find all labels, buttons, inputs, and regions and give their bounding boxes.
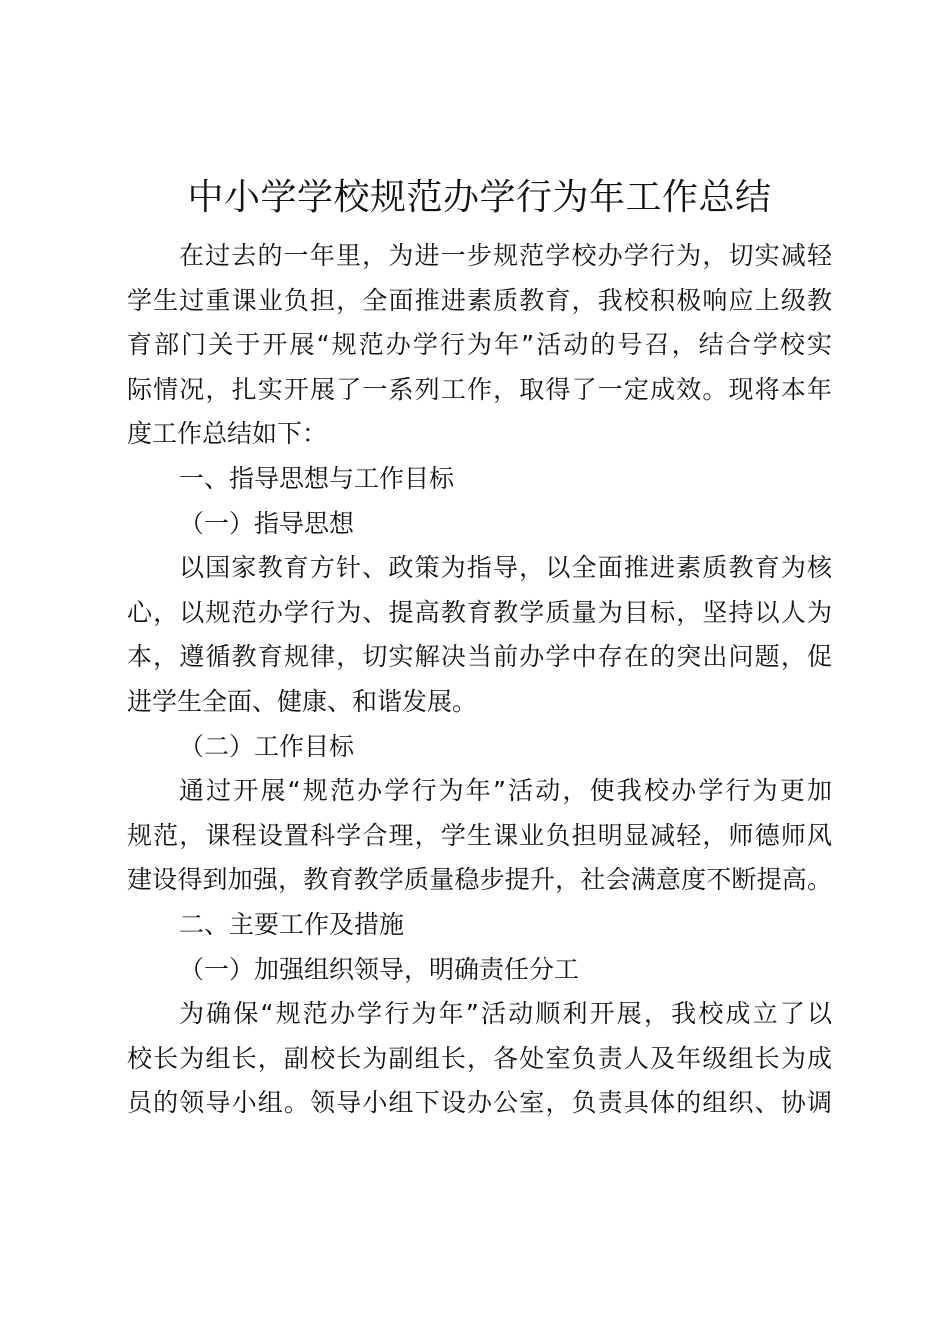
leadership-paragraph-line: 为确保“规范办学行为年”活动顺利开展，我校成立了以 <box>179 999 832 1029</box>
subsection-heading-leadership: （一）加强组织领导，明确责任分工 <box>179 954 580 984</box>
document-title: 中小学学校规范办学行为年工作总结 <box>187 177 772 218</box>
section-heading-1: 一、指导思想与工作目标 <box>179 463 455 493</box>
guiding-ideology-paragraph-line: 本，遵循教育规律，切实解决当前办学中存在的突出问题，促 <box>127 642 832 672</box>
intro-paragraph-line: 在过去的一年里，为进一步规范学校办学行为，切实减轻 <box>179 241 832 270</box>
leadership-paragraph-line: 校长为组长，副校长为副组长，各处室负责人及年级组长为成 <box>127 1043 832 1073</box>
document-body <box>127 170 832 1126</box>
intro-paragraph-line: 学生过重课业负担，全面推进素质教育，我校积极响应上级教 <box>127 285 832 315</box>
leadership-paragraph-line: 员的领导小组。领导小组下设办公室，负责具体的组织、协调 <box>127 1088 832 1118</box>
guiding-ideology-paragraph-line: 进学生全面、健康、和谐发展。 <box>127 686 478 716</box>
intro-paragraph-line: 际情况，扎实开展了一系列工作，取得了一定成效。现将本年 <box>127 374 832 404</box>
work-goals-paragraph-line: 规范，课程设置科学合理，学生课业负担明显减轻，师德师风 <box>127 820 832 850</box>
section-heading-2: 二、主要工作及措施 <box>179 909 405 939</box>
subsection-heading-guiding-ideology: （一）指导思想 <box>179 508 355 538</box>
work-goals-paragraph-line: 通过开展“规范办学行为年”活动，使我校办学行为更加 <box>179 776 832 806</box>
guiding-ideology-paragraph-line: 心，以规范办学行为、提高教育教学质量为目标，坚持以人为 <box>127 597 832 627</box>
intro-paragraph-line: 育部门关于开展“规范办学行为年”活动的号召，结合学校实 <box>127 330 832 360</box>
work-goals-paragraph-line: 建设得到加强，教育教学质量稳步提升，社会满意度不断提高。 <box>127 865 832 895</box>
intro-paragraph-line: 度工作总结如下： <box>127 419 328 449</box>
subsection-heading-work-goals: （二）工作目标 <box>179 731 355 761</box>
guiding-ideology-paragraph-line: 以国家教育方针、政策为指导，以全面推进素质教育为核 <box>179 553 832 583</box>
